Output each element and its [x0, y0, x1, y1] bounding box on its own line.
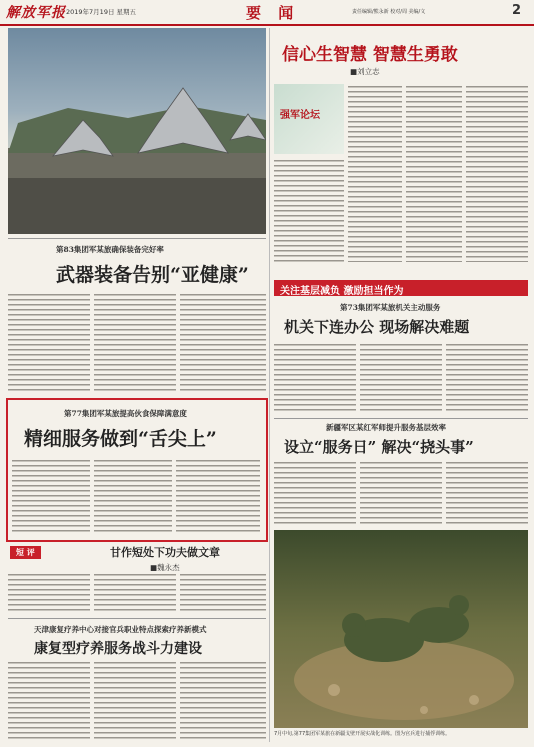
page-number: 2 — [512, 3, 522, 18]
xinjiang-col1 — [274, 460, 356, 526]
photo-caption: 7月中旬,第77集团军某旅在新疆戈壁开展实战化训练。图为官兵进行捕俘训练。 — [274, 731, 451, 737]
article83-headline: 武器装备告别“亚健康” — [56, 264, 249, 286]
article83-col2 — [94, 292, 176, 394]
tianjin-subhead: 天津康复疗养中心对接官兵职业特点探索疗养新模式 — [34, 625, 207, 634]
fighter-jets-photo — [8, 28, 266, 234]
article73-subhead: 第73集团军某旅机关主动服务 — [340, 303, 441, 312]
short-comment-col2 — [94, 572, 176, 614]
training-photo — [274, 530, 528, 728]
article73-col1 — [274, 342, 356, 414]
top-article-col3 — [466, 84, 528, 262]
article73-headline: 机关下连办公 现场解决难题 — [284, 318, 470, 336]
topic-banner — [274, 280, 528, 296]
editor-credits: 责任编辑/熊永新 校对/周 美编/文 — [352, 9, 426, 15]
article83-subhead: 第83集团军某旅确保装备完好率 — [56, 245, 164, 254]
article77-col1 — [12, 458, 90, 534]
tianjin-col2 — [94, 660, 176, 742]
masthead — [0, 0, 534, 26]
column-label: 强军论坛 — [280, 110, 320, 121]
jets-illustration — [8, 28, 266, 234]
top-headline: 信心生智慧 智慧生勇敢 — [282, 45, 458, 65]
section-title: 要 闻 — [246, 4, 300, 22]
newspaper-logo: 解放军报 — [6, 5, 66, 21]
article77-col3 — [176, 458, 260, 534]
top-byline: ■刘立志 — [350, 67, 380, 76]
short-comment-label: 短 评 — [10, 546, 41, 559]
short-comment-byline: ■魏永杰 — [150, 563, 180, 572]
tianjin-col1 — [8, 660, 90, 742]
xinjiang-col2 — [360, 460, 442, 526]
short-comment-col1 — [8, 572, 90, 614]
top-article-col1 — [348, 84, 402, 262]
tianjin-headline: 康复型疗养服务战斗力建设 — [34, 641, 202, 657]
column-divider — [269, 28, 270, 742]
article83-col1 — [8, 292, 90, 394]
article77-col2 — [94, 458, 172, 534]
column-emblem — [274, 84, 344, 154]
article83-col3 — [180, 292, 266, 394]
xinjiang-headline: 设立“服务日” 解决“挠头事” — [284, 438, 474, 456]
soldiers-illustration — [274, 530, 528, 728]
tianjin-col3 — [180, 660, 266, 742]
article73-col3 — [446, 342, 528, 414]
issue-date: 2019年7月19日 星期五 — [66, 8, 137, 16]
article77-subhead: 第77集团军某旅提高伙食保障满意度 — [64, 409, 187, 418]
xinjiang-col3 — [446, 460, 528, 526]
top-article-col0 — [274, 158, 344, 262]
xinjiang-subhead: 新疆军区某红军师提升服务基层效率 — [326, 423, 446, 432]
topic-banner-text: 关注基层减负 激励担当作为 — [280, 286, 404, 297]
article77-headline: 精细服务做到“舌尖上” — [24, 428, 217, 450]
short-comment-col3 — [180, 572, 266, 614]
top-article-col2 — [406, 84, 462, 262]
short-comment-headline: 甘作短处下功夫做文章 — [110, 546, 220, 559]
article73-col2 — [360, 342, 442, 414]
